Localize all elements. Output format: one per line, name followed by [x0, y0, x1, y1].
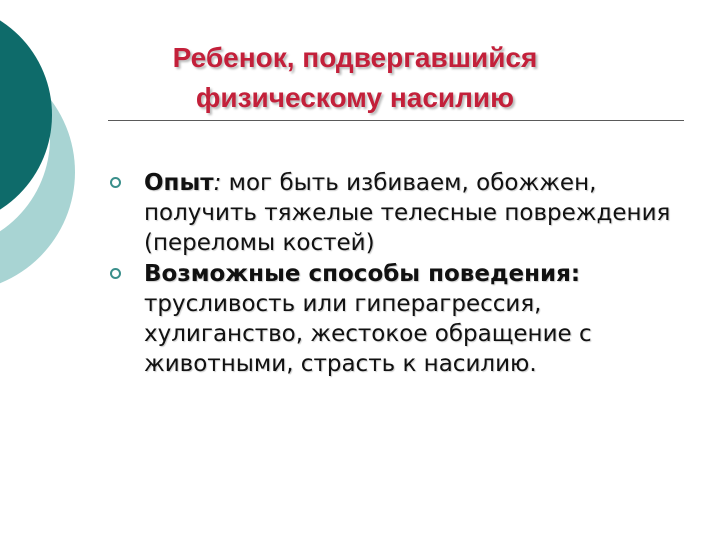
title-line-1: Ребенок, подвергавшийся: [172, 42, 538, 73]
bullet-text: мог быть избиваем, обожжен, получить тяжелые телесные повреждения (переломы костей): [144, 170, 671, 256]
title-divider: [108, 120, 684, 121]
bullet-lead: Возможные способы поведения:: [144, 261, 581, 287]
bullet-lead: Опыт: [144, 170, 214, 196]
bullet-text: трусливость или гиперагрессия, хулиганство, жестокое обращение с животными, страсть к насилию.: [144, 291, 592, 377]
title-line-2: физическому насилию: [195, 82, 515, 113]
circle-bullet-icon: [110, 268, 121, 279]
bullet-list: [110, 168, 700, 380]
circle-bullet-icon: [110, 177, 121, 188]
slide-title: [100, 38, 610, 118]
bullet-item-experience: [110, 168, 700, 258]
bullet-item-behavior: [110, 259, 700, 379]
bullet-lead-suffix: :: [213, 170, 222, 196]
